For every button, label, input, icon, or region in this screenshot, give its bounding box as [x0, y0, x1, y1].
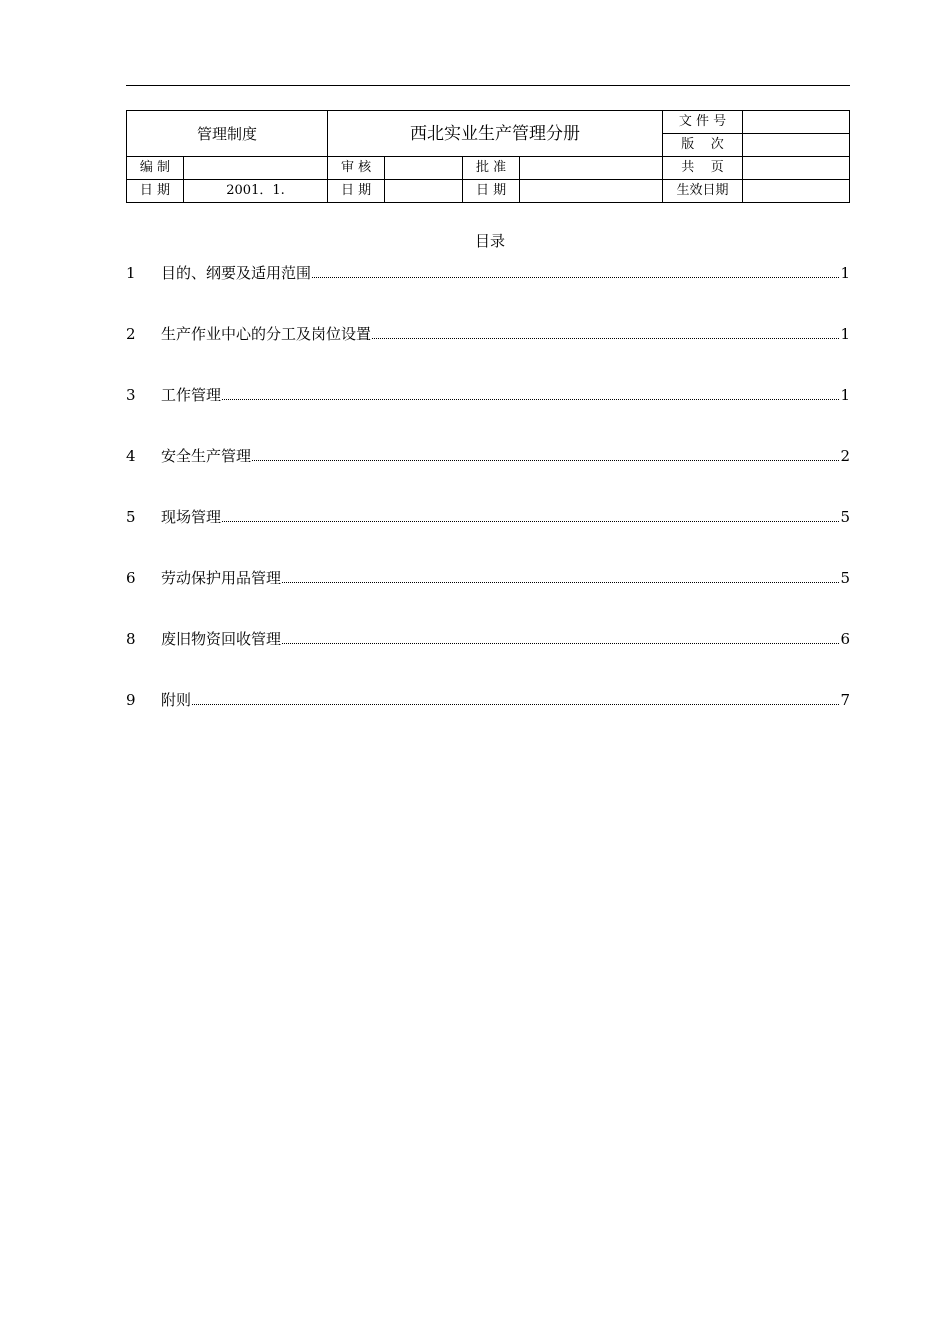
toc-entry-page: 1	[840, 386, 850, 404]
version-value	[743, 134, 850, 157]
toc-entry-number: 3	[126, 386, 136, 404]
review-label: 审 核	[328, 157, 385, 180]
document-title: 西北实业生产管理分册	[328, 111, 663, 157]
toc-leader	[312, 276, 839, 278]
toc-leader	[222, 520, 839, 522]
toc-leader	[252, 459, 839, 461]
toc-entry-number: 6	[126, 569, 136, 587]
date-label: 日 期	[127, 180, 184, 203]
approve-date-label: 日 期	[463, 180, 520, 203]
toc-entry[interactable]	[126, 688, 850, 712]
approve-date-value	[520, 180, 663, 203]
toc-entry-page: 5	[840, 569, 850, 587]
toc-entry[interactable]	[126, 566, 850, 590]
date-value: 2001．1.	[184, 180, 328, 203]
toc-leader	[222, 398, 839, 400]
toc-entry-page: 1	[840, 264, 850, 282]
toc-entry[interactable]	[126, 505, 850, 529]
toc-heading: 目录	[474, 232, 505, 250]
header-rule	[126, 85, 850, 86]
toc-entry[interactable]	[126, 383, 850, 407]
doc-no-value	[743, 111, 850, 134]
toc-entry[interactable]	[126, 322, 850, 346]
toc-entry-number: 4	[126, 447, 136, 465]
effective-date-label: 生效日期	[663, 180, 743, 203]
toc-entry-label: 废旧物资回收管理	[161, 630, 282, 648]
doc-no-label: 文 件 号	[663, 111, 743, 134]
toc-entry-number: 9	[126, 691, 136, 709]
toc-entry[interactable]	[126, 261, 850, 285]
toc-leader	[282, 581, 839, 583]
toc-entry-number: 5	[126, 508, 136, 526]
version-label: 版 次	[663, 134, 743, 157]
toc-entry-label: 现场管理	[161, 508, 222, 526]
review-date-label: 日 期	[328, 180, 385, 203]
toc-entry-number: 2	[126, 325, 136, 343]
pages-value	[743, 157, 850, 180]
toc-entry-page: 7	[840, 691, 850, 709]
toc-entry-page: 2	[840, 447, 850, 465]
pages-label: 共 页	[663, 157, 743, 180]
approve-value	[520, 157, 663, 180]
toc-entry-number: 8	[126, 630, 136, 648]
toc-entry-label: 劳动保护用品管理	[161, 569, 282, 587]
toc-leader	[192, 703, 839, 705]
toc-leader	[372, 337, 839, 339]
effective-date-value	[743, 180, 850, 203]
toc-entry-label: 工作管理	[161, 386, 222, 404]
toc-entry-label: 生产作业中心的分工及岗位设置	[161, 325, 372, 343]
toc-entry-page: 5	[840, 508, 850, 526]
review-value	[385, 157, 463, 180]
toc-leader	[282, 642, 839, 644]
toc-entry-page: 6	[840, 630, 850, 648]
toc-entry-label: 附则	[161, 691, 192, 709]
approve-label: 批 准	[463, 157, 520, 180]
category-cell: 管理制度	[127, 111, 328, 157]
toc-entry-page: 1	[840, 325, 850, 343]
compile-value	[184, 157, 328, 180]
toc-entry[interactable]	[126, 627, 850, 651]
toc-entry-label: 安全生产管理	[161, 447, 252, 465]
toc-entry[interactable]	[126, 444, 850, 468]
toc-entry-label: 目的、纲要及适用范围	[161, 264, 312, 282]
toc-entry-number: 1	[126, 264, 136, 282]
compile-label: 编 制	[127, 157, 184, 180]
review-date-value	[385, 180, 463, 203]
document-header-table	[126, 110, 850, 203]
